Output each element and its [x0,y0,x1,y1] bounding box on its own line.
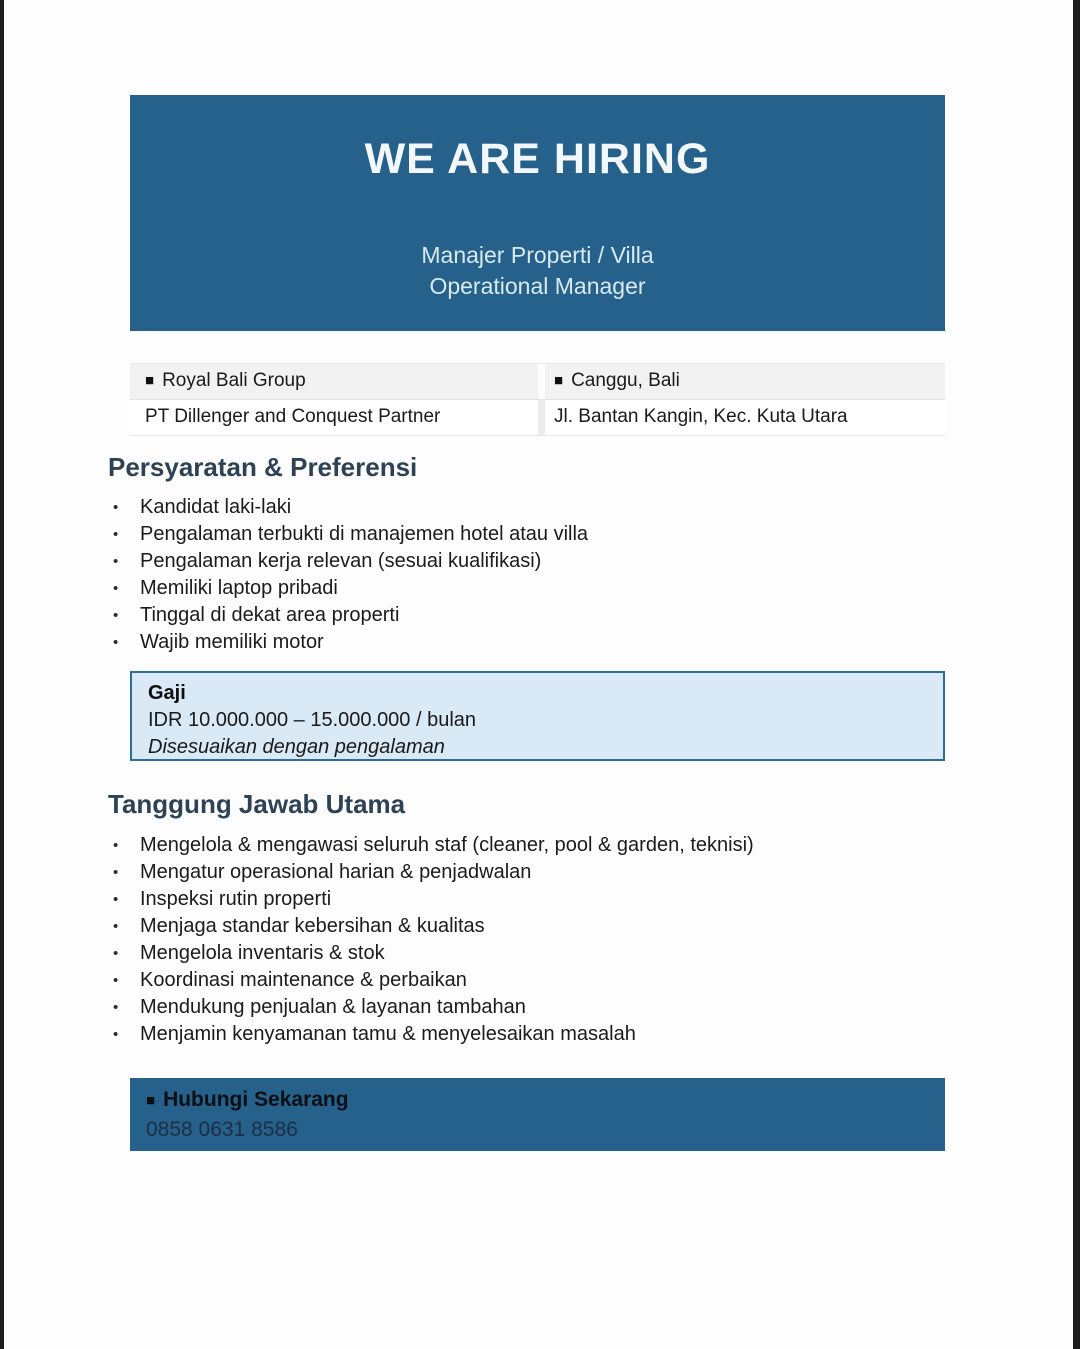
bullet-icon: • [113,999,119,1016]
salary-note: Disesuaikan dengan pengalaman [148,736,445,758]
square-bullet-icon: ■ [554,372,564,389]
table-row [130,364,945,400]
contact-phone: 0858 0631 8586 [146,1118,298,1141]
job-title-block [130,240,945,302]
requirement-text: Kandidat laki-laki [140,496,292,518]
list-item [108,994,754,1021]
location-detail-cell [545,400,945,435]
responsibility-text: Menjaga standar kebersihan & kualitas [140,915,485,937]
requirement-text: Wajib memiliki motor [140,631,324,653]
bullet-icon: • [113,1026,119,1043]
list-item [108,913,754,940]
requirement-text: Pengalaman kerja relevan (sesuai kualifikasi) [140,550,542,572]
bullet-icon: • [113,837,119,854]
bullet-icon: • [113,972,119,989]
square-bullet-icon: ■ [146,1092,156,1109]
job-title-line-2: Operational Manager [429,273,646,299]
column-divider [538,364,545,399]
location-name: Canggu, Bali [571,370,680,391]
square-bullet-icon: ■ [145,372,155,389]
page-title: WE ARE HIRING [364,135,711,183]
photo-edge-right [1073,0,1080,1349]
responsibility-text: Inspeksi rutin properti [140,888,332,910]
list-item [108,859,754,886]
list-item [108,1021,754,1048]
location-detail: Jl. Bantan Kangin, Kec. Kuta Utara [554,406,848,427]
responsibilities-heading: Tanggung Jawab Utama [108,789,406,819]
bullet-icon: • [113,580,119,597]
requirement-text: Pengalaman terbukti di manajemen hotel atau villa [140,523,589,545]
bullet-icon: • [113,499,119,516]
list-item [108,494,588,521]
responsibility-text: Mengatur operasional harian & penjadwalan [140,861,532,883]
company-name-cell [130,364,538,399]
job-title-line-1: Manajer Properti / Villa [421,242,654,268]
list-item [108,521,588,548]
bullet-icon: • [113,634,119,651]
requirement-text: Tinggal di dekat area properti [140,604,400,626]
bullet-icon: • [113,945,119,962]
requirements-list [108,494,588,656]
list-item [108,629,588,656]
location-name-cell [545,364,945,399]
bullet-icon: • [113,526,119,543]
bullet-icon: • [113,607,119,624]
responsibilities-list [108,832,754,1048]
contact-heading: Hubungi Sekarang [163,1088,349,1111]
bullet-icon: • [113,553,119,570]
contact-heading-line [146,1086,929,1116]
requirements-heading: Persyaratan & Preferensi [108,452,418,482]
list-item [108,575,588,602]
responsibility-text: Mengelola inventaris & stok [140,942,385,964]
table-row [130,400,945,436]
responsibility-text: Mendukung penjualan & layanan tambahan [140,996,526,1018]
list-item [108,886,754,913]
requirement-text: Memiliki laptop pribadi [140,577,338,599]
salary-range: IDR 10.000.000 – 15.000.000 / bulan [148,709,477,731]
company-name: Royal Bali Group [162,370,306,391]
column-divider [538,400,545,435]
contact-box [130,1078,945,1151]
list-item [108,602,588,629]
responsibility-text: Koordinasi maintenance & perbaikan [140,969,467,991]
list-item [108,967,754,994]
bullet-icon: • [113,918,119,935]
bullet-icon: • [113,864,119,881]
photo-edge-left [0,0,4,1349]
list-item [108,832,754,859]
responsibility-text: Mengelola & mengawasi seluruh staf (cleaner, pool & garden, teknisi) [140,834,754,856]
list-item [108,548,588,575]
list-item [108,940,754,967]
salary-label: Gaji [148,682,186,704]
company-detail-cell [130,400,538,435]
header-banner [130,95,945,331]
salary-box [130,671,945,761]
bullet-icon: • [113,891,119,908]
info-table [130,363,945,436]
company-detail: PT Dillenger and Conquest Partner [145,406,441,427]
responsibility-text: Menjamin kenyamanan tamu & menyelesaikan masalah [140,1023,636,1045]
